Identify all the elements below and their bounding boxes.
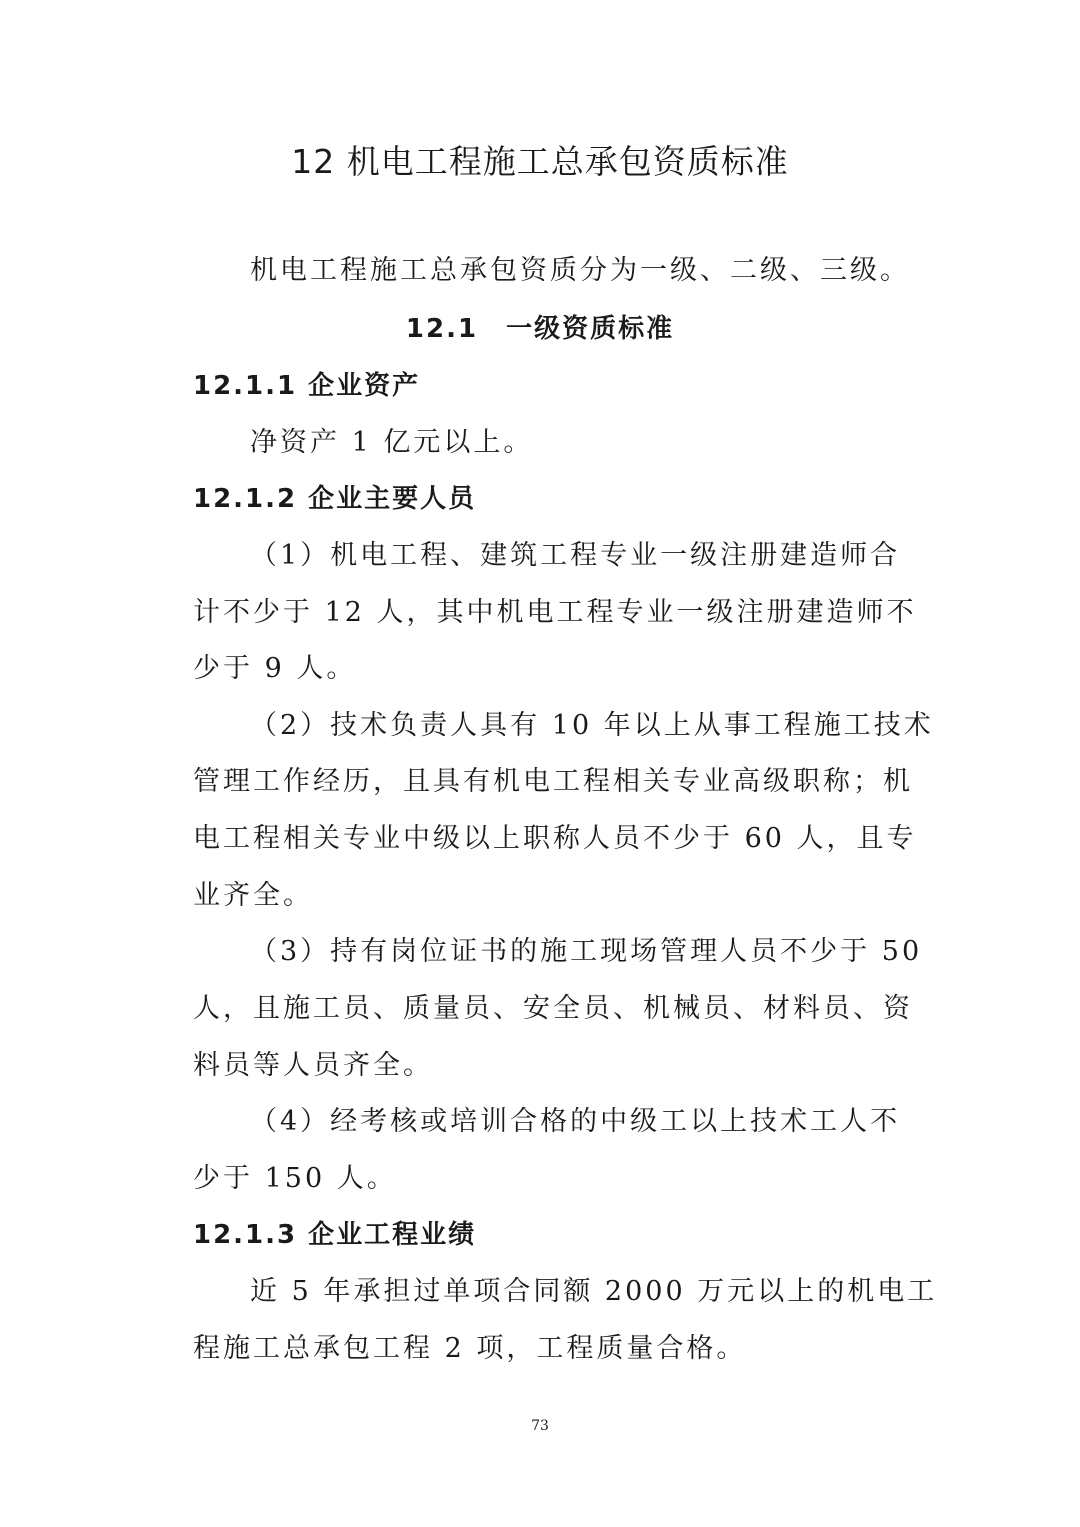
subsection-heading-performance: 12.1.3 企业工程业绩	[193, 1220, 477, 1250]
personnel-line: （3）持有岗位证书的施工现场管理人员不少于 50	[250, 936, 923, 967]
subsection-heading-assets: 12.1.1 企业资产	[193, 371, 421, 401]
personnel-line: 料员等人员齐全。	[193, 1050, 433, 1081]
personnel-line: 业齐全。	[193, 880, 313, 911]
personnel-line: 少于 9 人。	[193, 653, 357, 684]
section-heading: 12.1 一级资质标准	[405, 314, 675, 344]
page-number: 73	[531, 1418, 549, 1434]
personnel-line: （2）技术负责人具有 10 年以上从事工程施工技术	[250, 710, 934, 741]
personnel-line: 人，且施工员、质量员、安全员、机械员、材料员、资	[193, 993, 913, 1024]
personnel-line: 少于 150 人。	[193, 1163, 397, 1194]
personnel-line: （1）机电工程、建筑工程专业一级注册建造师合	[250, 540, 901, 571]
personnel-line: （4）经考核或培训合格的中级工以上技术工人不	[250, 1106, 901, 1137]
page-title: 12 机电工程施工总承包资质标准	[291, 142, 789, 181]
personnel-line: 管理工作经历，且具有机电工程相关专业高级职称；机	[193, 766, 913, 797]
subsection-heading-personnel: 12.1.2 企业主要人员	[193, 484, 477, 514]
assets-text: 净资产 1 亿元以上。	[250, 427, 534, 458]
personnel-line: 计不少于 12 人，其中机电工程专业一级注册建造师不	[193, 597, 917, 628]
intro-paragraph: 机电工程施工总承包资质分为一级、二级、三级。	[250, 255, 910, 286]
personnel-line: 电工程相关专业中级以上职称人员不少于 60 人，且专	[193, 823, 917, 854]
performance-line: 程施工总承包工程 2 项，工程质量合格。	[193, 1333, 747, 1364]
performance-line: 近 5 年承担过单项合同额 2000 万元以上的机电工	[250, 1276, 938, 1307]
